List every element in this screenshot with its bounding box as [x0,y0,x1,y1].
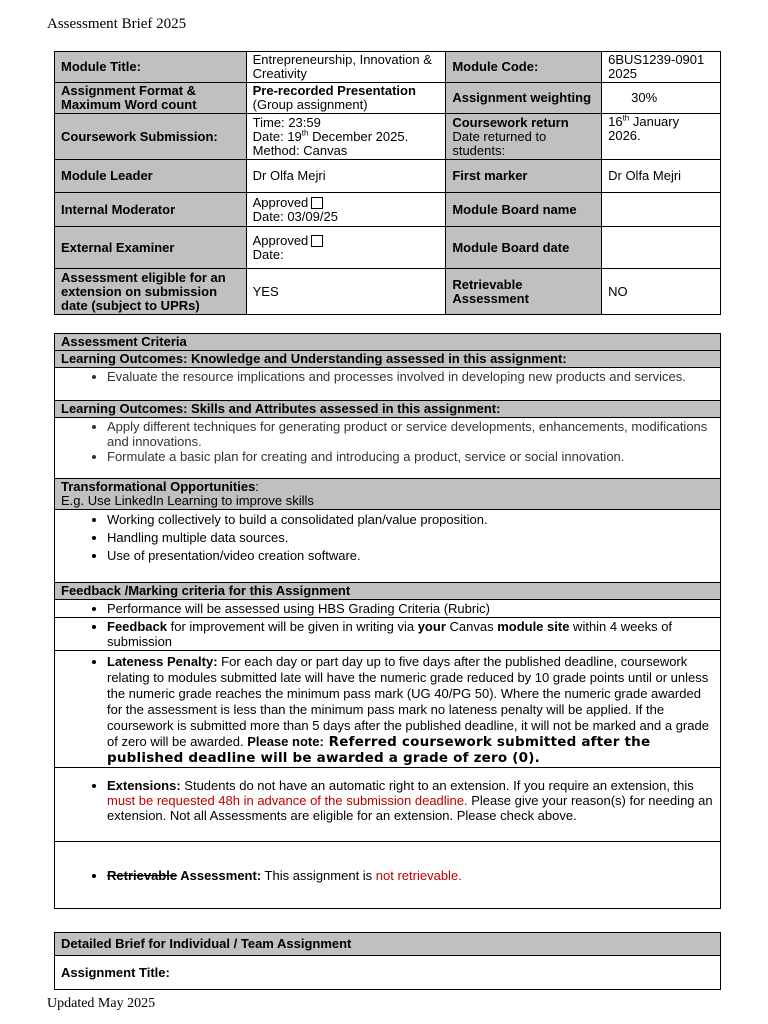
moderator-approved-checkbox[interactable] [311,197,323,209]
lo-knowledge-list [55,368,721,401]
extensions-policy: • Extensions: Students do not have an automatic right to an extension. If you require an extension, this must be requested 48h in advance of the submission deadline. Please give your reason(s) for needing an extension. Not all Assessments are eligible for an extension. Please check above. [55,768,721,842]
page-footer: Updated May 2025 [47,996,156,1011]
retrievable-policy: • Retrievable Assessment: This assignment is not retrievable. [55,842,721,909]
submission-value: Time: 23:59 Date: 19th December 2025. Method: Canvas [246,114,446,160]
assessment-criteria-table [54,333,721,909]
first-marker-value: Dr Olfa Mejri [602,160,721,193]
submission-label: Coursework Submission: [55,114,247,160]
return-label: Coursework return Date returned to students: [446,114,602,160]
lo-skills-title: Learning Outcomes: Skills and Attributes assessed in this assignment: [55,401,721,418]
format-label: Assignment Format & Maximum Word count [55,83,247,114]
lo-knowledge-title: Learning Outcomes: Knowledge and Understanding assessed in this assignment: [55,351,721,368]
return-value: 16th January 2026. [602,114,721,160]
weighting-value: 30% [602,83,721,114]
board-date-label: Module Board date [446,227,602,269]
examiner-value: Approved Date: [246,227,446,269]
first-marker-label: First marker [446,160,602,193]
module-code-value: 6BUS1239-0901 2025 [602,52,721,83]
examiner-label: External Examiner [55,227,247,269]
assignment-title-label: Assignment Title: [55,956,721,990]
transform-title: Transformational Opportunities: E.g. Use LinkedIn Learning to improve skills [55,479,721,510]
extension-value: YES [246,269,446,315]
moderator-label: Internal Moderator [55,193,247,227]
list-item: • Formulate a basic plan for creating and introducing a product, service or social innovation. [107,449,714,464]
retrievable-label: Retrievable Assessment [446,269,602,315]
list-item: • Use of presentation/video creation software. [107,547,714,565]
page-header: Assessment Brief 2025 [47,16,187,32]
list-item: • Working collectively to build a consolidated plan/value proposition. [107,511,714,529]
retrievable-value: NO [602,269,721,315]
module-title-label: Module Title: [55,52,247,83]
extension-label: Assessment eligible for an extension on submission date (subject to UPRs) [55,269,247,315]
list-item: • Handling multiple data sources. [107,529,714,547]
list-item: • Evaluate the resource implications and processes involved in developing new products and services. [107,369,714,384]
feedback-item-rubric: • Performance will be assessed using HBS Grading Criteria (Rubric) [55,600,721,618]
lo-skills-list [55,418,721,479]
list-item: • Apply different techniques for generating product or service developments, enhancements, modifications and innovations. [107,419,714,449]
detailed-brief-table [54,932,721,990]
feedback-title: Feedback /Marking criteria for this Assignment [55,583,721,600]
moderator-value: Approved Date: 03/09/25 [246,193,446,227]
board-name-label: Module Board name [446,193,602,227]
lateness-penalty: • Lateness Penalty: For each day or part day up to five days after the published deadline, coursework relating to modules submitted late will have the numeric grade reduced by 10 grade points until or unless the numeric grade reaches the minimum pass mark (UG 40/PG 50). Where the numeric grade awarded for the assessment is less than the minimum pass mark no lateness penalty will be applied. If the coursework is submitted more than 5 days after the published deadline, it will not be marked and a grade of zero will be awarded. Please note: Referred coursework submitted after the published deadline will be awarded a grade of zero (0). [55,651,721,768]
module-code-label: Module Code: [446,52,602,83]
brief-title: Detailed Brief for Individual / Team Assignment [55,933,721,956]
module-info-table [54,51,721,315]
examiner-approved-checkbox[interactable] [311,235,323,247]
module-title-value: Entrepreneurship, Innovation & Creativity [246,52,446,83]
format-value: Pre-recorded Presentation (Group assignment) [246,83,446,114]
weighting-label: Assignment weighting [446,83,602,114]
leader-label: Module Leader [55,160,247,193]
leader-value: Dr Olfa Mejri [246,160,446,193]
criteria-title: Assessment Criteria [55,334,721,351]
board-date-value [602,227,721,269]
feedback-item-writing: • Feedback for improvement will be given in writing via your Canvas module site within 4 weeks of submission [55,618,721,651]
transform-list [55,510,721,583]
board-name-value [602,193,721,227]
